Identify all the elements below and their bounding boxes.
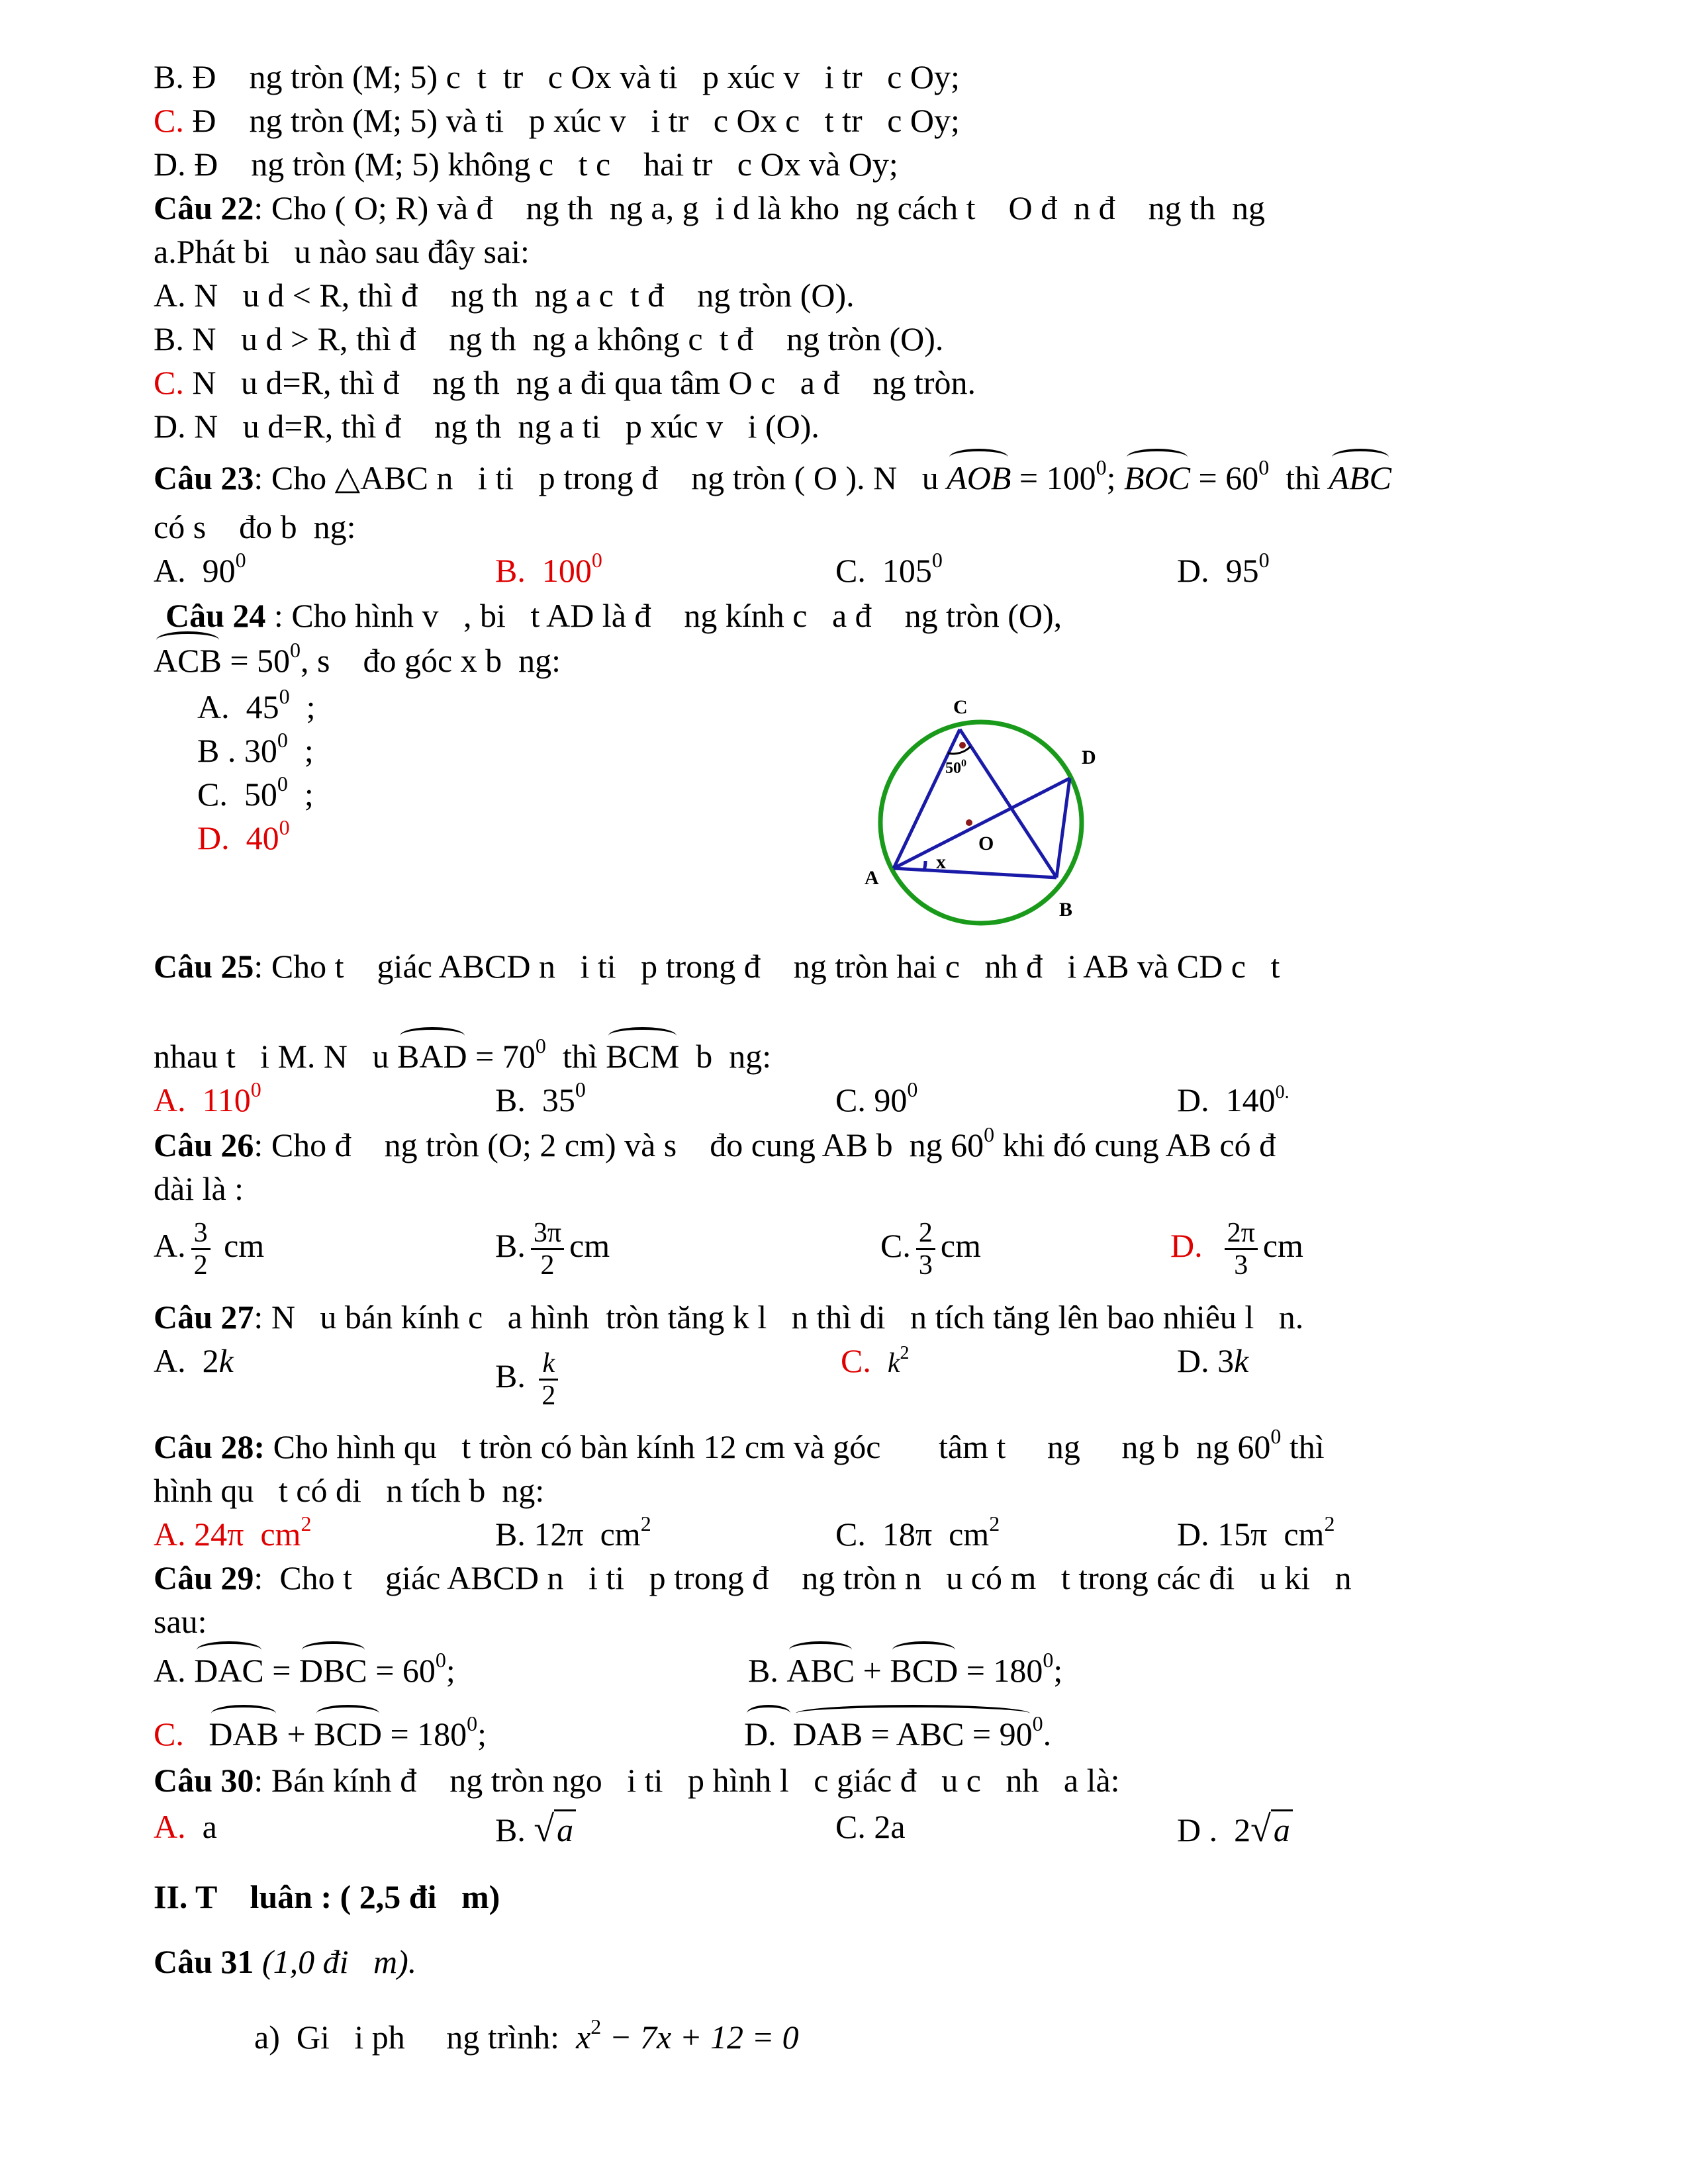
q21-option-d: D. Đ ng tròn (M; 5) không c t c hai tr c Ox và Oy;	[154, 146, 898, 183]
q30-option-a: A. a	[154, 1808, 217, 1845]
q26-option-c: C. $\frac{2}{3}$ cm	[880, 1218, 981, 1281]
q28-option-d: D. 15π $cm^2$	[1177, 1512, 1335, 1553]
q28-stem-2: hình qu t có di n tích b ng:	[154, 1472, 545, 1509]
label-o: O	[978, 833, 994, 854]
q23-option-d: D. $95^0$	[1177, 548, 1270, 589]
q25-option-c: C. $90^0$	[835, 1077, 918, 1118]
q31-stem: Câu 31 (1,0 đi m).	[154, 1943, 417, 1980]
segment-ac	[894, 729, 960, 868]
q29-stem-2: sau:	[154, 1603, 207, 1640]
q22-option-a: A. N u d < R, thì đ ng th ng a c t đ ng tròn (O).	[154, 277, 855, 314]
q27-stem: Câu 27: N u bán kính c a hình tròn tăng k l n thì di n tích tăng lên bao nhiêu l n.	[154, 1298, 1304, 1336]
q21-option-c: C. Đ ng tròn (M; 5) và ti p xúc v i tr c Ox c t tr c Oy;	[154, 102, 960, 139]
point-c-mark	[959, 742, 966, 749]
part-two-heading: II. T luân : ( 2,5 đi m)	[154, 1878, 500, 1915]
fraction: $\frac{3}{2}$	[191, 1218, 211, 1281]
q24-stem: Câu 24 : Cho hình v , bi t AD là đ ng kính c a đ ng tròn (O),	[165, 597, 1062, 634]
segment-db	[1056, 778, 1070, 878]
q31-part-a: a) Gi i ph ng trình: $x^2 - 7x + 12 = 0$	[254, 2015, 799, 2056]
q26-stem: Câu 26: Cho đ ng tròn (O; 2 cm) và s đo cung AB b ng $60^0$ khi đó cung AB có đ	[154, 1122, 1276, 1163]
q26-option-b: B. $\frac{3\pi}{2}$ cm	[495, 1218, 610, 1281]
q27-option-a: A. 2k	[154, 1342, 234, 1379]
q28-option-b: B. 12π $cm^2$	[495, 1512, 651, 1553]
label-angle: $50^0$	[945, 758, 966, 777]
q24-stem-2: ACB = $50^0$, s đo góc x b ng:	[154, 638, 561, 679]
q25-option-b: B. $35^0$	[495, 1077, 586, 1118]
segment-ab	[894, 868, 1056, 878]
q23-option-a: A. $90^0$	[154, 548, 246, 589]
q25-stem-2: nhau t i M. N u BAD = $70^0$ thì BCM b ng:	[154, 1034, 772, 1075]
q27-option-d: D. 3k	[1177, 1342, 1249, 1379]
q24-option-c: C. $50^0$ ;	[197, 772, 314, 813]
q26-stem-2: dài là :	[154, 1170, 244, 1207]
q24-option-b: B . $30^0$ ;	[197, 728, 314, 769]
q23-stem-2: có s đo b ng:	[154, 508, 356, 545]
q25-stem: Câu 25: Cho t giác ABCD n i ti p trong đ ng tròn hai c nh đ i AB và CD c t	[154, 948, 1280, 985]
q28-option-c: C. 18π $cm^2$	[835, 1512, 1000, 1553]
q29-option-c: C. DAB + BCD = $180^0$;	[154, 1711, 487, 1752]
q30-option-d: D . 2√a	[1177, 1809, 1293, 1850]
label-c: C	[953, 696, 968, 718]
q23-option-b: B. $100^0$	[495, 548, 602, 589]
fraction: $\frac{3\pi}{2}$	[531, 1218, 564, 1281]
q25-option-d: D. $140^{0.}$	[1177, 1081, 1289, 1118]
q22-option-d: D. N u d=R, thì đ ng th ng a ti p xúc v i (O).	[154, 408, 820, 445]
q28-stem: Câu 28: Cho hình qu t tròn có bàn kính 12 cm và góc tâm t ng ng b ng $60^0$ thì	[154, 1424, 1325, 1465]
q25-option-a: A. $110^0$	[154, 1077, 261, 1118]
label-x: x	[936, 851, 946, 873]
q22-stem: Câu 22: Cho ( O; R) và đ ng th ng a, g i d là kho ng cách t O đ n đ ng th ng	[154, 189, 1266, 226]
q21-option-b: B. Đ ng tròn (M; 5) c t tr c Ox và ti p xúc v i tr c Oy;	[154, 58, 960, 95]
angle-x-arc	[924, 861, 925, 870]
q28-option-a: A. 24π $cm^2$	[154, 1512, 312, 1553]
q24-option-d: D. $40^0$	[197, 815, 290, 856]
q24-option-a: A. $45^0$ ;	[197, 684, 316, 725]
q26-option-a: A. $\frac{3}{2}$ cm	[154, 1218, 265, 1281]
q26-option-d: D. $\frac{2\pi}{3}$ cm	[1170, 1218, 1303, 1281]
q23-option-c: C. $105^0$	[835, 548, 943, 589]
q29-stem: Câu 29: Cho t giác ABCD n i ti p trong đ ng tròn n u có m t trong các đi u ki n	[154, 1559, 1352, 1596]
label-a: A	[865, 867, 879, 889]
fraction: $\frac{2}{3}$	[916, 1218, 935, 1281]
q29-option-d: D. DAB = ABC = $90^0$.	[744, 1711, 1052, 1752]
fraction: $\frac{k}{2}$	[539, 1348, 558, 1411]
q27-option-c: C. $k^2$	[841, 1342, 910, 1379]
sqrt-a: √a	[1250, 1809, 1293, 1850]
label-b: B	[1059, 899, 1073, 921]
q29-option-b: B. ABC + BCD = $180^0$;	[748, 1648, 1063, 1689]
fraction: $\frac{2\pi}{3}$	[1225, 1218, 1258, 1281]
q30-stem: Câu 30: Bán kính đ ng tròn ngo i ti p hình l c giác đ u c nh a là:	[154, 1762, 1120, 1799]
q29-option-a: A. DAC = DBC = $60^0$;	[154, 1648, 455, 1689]
label-d: D	[1082, 747, 1096, 768]
q23-stem: Câu 23: Cho △ABC n i ti p trong đ ng tròn ( O ). N u AOB = $100^0$; BOC = $60^0$ thì ABC	[154, 455, 1391, 496]
q24-circle-figure	[841, 695, 1119, 933]
q22-stem-2: a.Phát bi u nào sau đây sai:	[154, 233, 530, 270]
q22-option-c: C. N u d=R, thì đ ng th ng a đi qua tâm O c a đ ng tròn.	[154, 364, 976, 401]
q30-option-c: C. 2a	[835, 1808, 906, 1845]
segment-cb	[960, 729, 1056, 878]
point-o	[966, 819, 972, 826]
q30-option-b: B. √a	[495, 1809, 576, 1850]
sqrt-a: √a	[534, 1809, 576, 1850]
q27-option-b: B. $\frac{k}{2}$	[495, 1340, 563, 1412]
q22-option-b: B. N u d > R, thì đ ng th ng a không c t đ ng tròn (O).	[154, 320, 944, 357]
